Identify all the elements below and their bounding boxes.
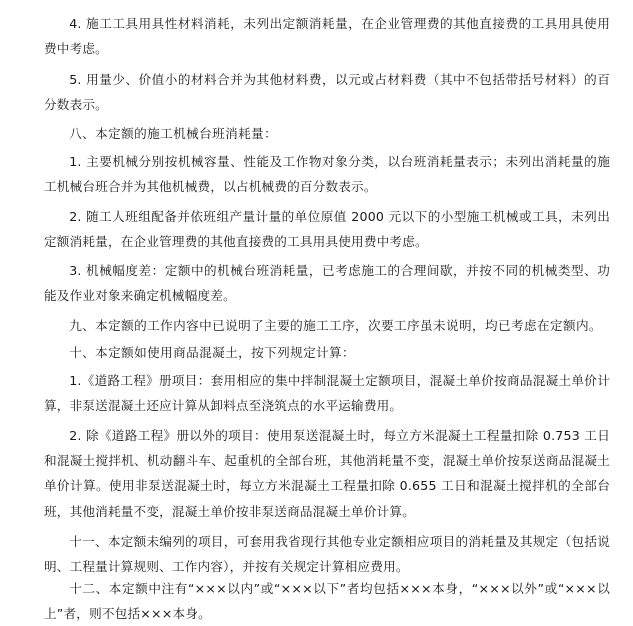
paragraph-8-2-small-tools: 2. 随工人班组配备并依班组产量计量的单位原值 2000 元以下的小型施工机械或工具，未列出定额消耗量，在企业管理费的其他直接费的工具用具使用费中考虑。 bbox=[44, 209, 610, 250]
paragraph-10-1-road-works: 1.《道路工程》册项目：套用相应的集中拌制混凝土定额项目，混凝土单价按商品混凝土单价计算，非泵送混凝土还应计算从卸料点至浇筑点的水平运输费用。 bbox=[44, 373, 610, 414]
paragraph-8-1-main-machinery: 1. 主要机械分别按机械容量、性能及工作物对象分类，以台班消耗量表示；未列出消耗量的施工机械台班合并为其他机械费，以占机械费的百分数表示。 bbox=[44, 154, 610, 195]
paragraph-8-3-machine-margin: 3. 机械幅度差：定额中的机械台班消耗量，已考虑施工的合理间歇，并按不同的机械类型、功能及作业对象来确定机械幅度差。 bbox=[44, 263, 610, 304]
section-9-work-content: 九、本定额的工作内容中已说明了主要的施工工序，次要工序虽未说明，均已考虑在定额内。 bbox=[69, 318, 602, 333]
section-10-heading: 十、本定额如使用商品混凝土，按下列规定计算： bbox=[69, 345, 356, 360]
section-12-range-notation: 十二、本定额中注有“×××以内”或“×××以下”者均包括×××本身，“×××以外”或“×××以上”者，则不包括×××本身。 bbox=[44, 581, 610, 622]
paragraph-4-tools: 4. 施工工具用具性材料消耗，未列出定额消耗量，在企业管理费的其他直接费的工具用具使用费中考虑。 bbox=[44, 16, 610, 57]
paragraph-5-other-materials: 5. 用量少、价值小的材料合并为其他材料费，以元或占材料费（其中不包括带括号材料）的百分数表示。 bbox=[44, 72, 610, 113]
section-8-heading: 八、本定额的施工机械台班消耗量： bbox=[69, 126, 278, 141]
paragraph-10-2-other-works: 2. 除《道路工程》册以外的项目：使用泵送混凝土时，每立方米混凝土工程量扣除 0.753 工日和混凝土搅拌机、机动翻斗车、起重机的全部台班，其他消耗量不变，混凝土单价按泵送商品混凝土单价计算。使用非泵送混凝土时，每立方米混凝土工程量扣除 0.655 工日和混凝土搅拌机的全部台班，其他消耗量不变，混凝土单价按非泵送商品混凝土单价计算。 bbox=[44, 428, 610, 519]
section-11-unlisted-items: 十一、本定额未编列的项目，可套用我省现行其他专业定额相应项目的消耗量及其规定（包括说明、工程量计算规则、工作内容），并按有关规定计算相应费用。 bbox=[44, 534, 610, 575]
